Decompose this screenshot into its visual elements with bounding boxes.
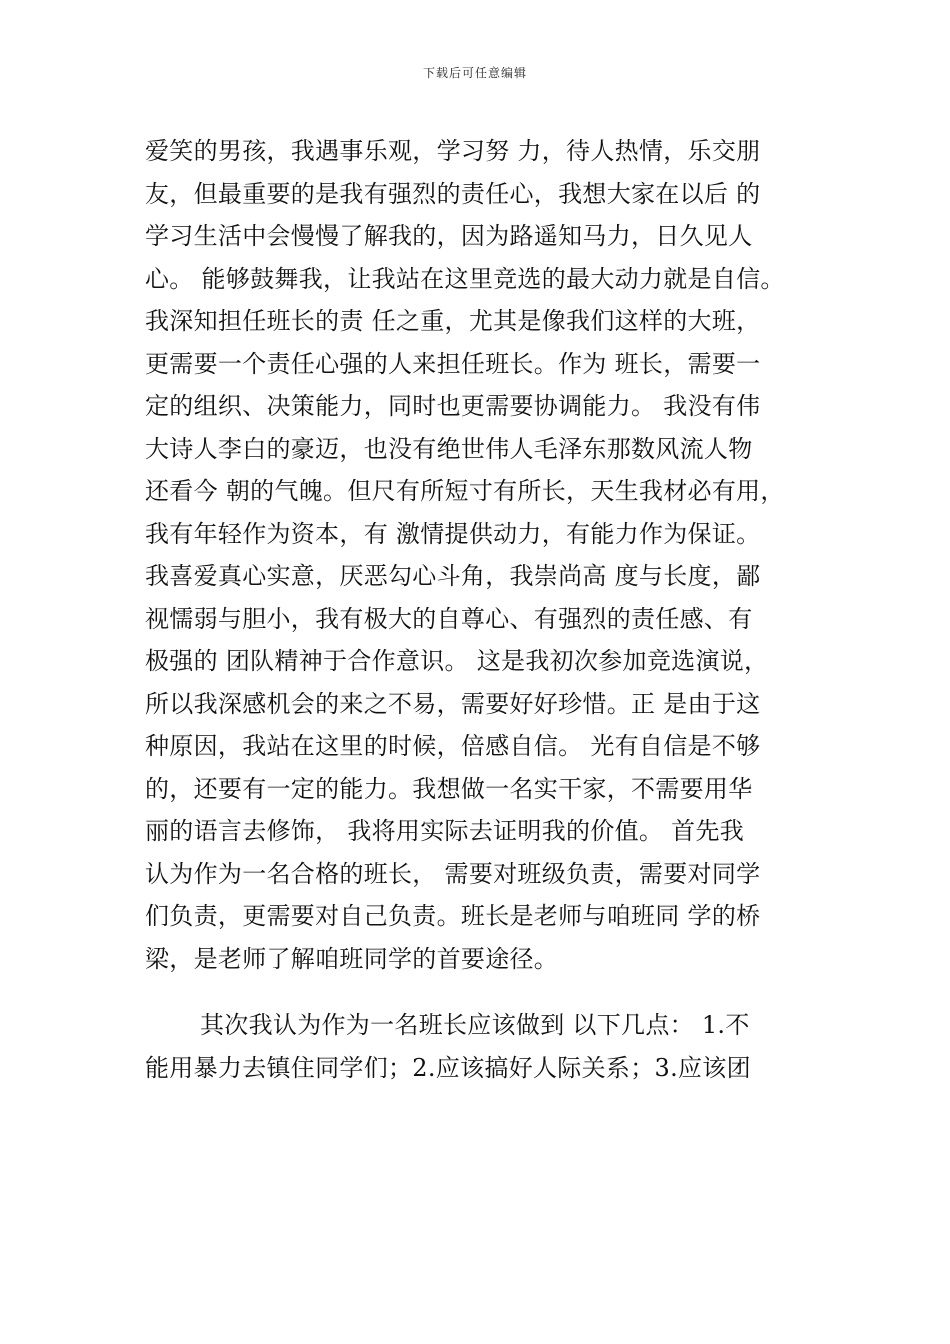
text-line: 我有年轻作为资本，有 激情提供动力，有能力作为保证。 xyxy=(145,519,761,548)
text-line-indented: 其次我认为作为一名班长应该做到 以下几点： 1.不 xyxy=(200,1011,750,1039)
text-line: 梁，是老师了解咱班同学的首要途径。 xyxy=(145,944,559,973)
text-line: 视懦弱与胆小，我有极大的自尊心、有强烈的责任感、有 xyxy=(145,604,753,633)
text-line: 学习生活中会慢慢了解我的，因为路遥知马力，日久见人 xyxy=(145,222,753,250)
document-body xyxy=(145,130,815,1089)
text-line: 们负责，更需要对自己负责。班长是老师与咱班同 学的桥 xyxy=(145,902,761,930)
text-line: 丽的语言去修饰， 我将用实际去证明我的价值。 首先我 xyxy=(145,817,745,845)
paragraph-1 xyxy=(145,130,815,980)
paragraph-2 xyxy=(145,1004,815,1089)
text-line: 所以我深感机会的来之不易，需要好好珍惜。正 是由于这 xyxy=(145,689,761,718)
text-line: 心。 能够鼓舞我，让我站在这里竞选的最大动力就是自信。 xyxy=(145,264,785,293)
text-line: 还看今 朝的气魄。但尺有所短寸有所长，天生我材必有用， xyxy=(145,477,785,505)
page-header-note: 下载后可任意编辑 xyxy=(422,66,527,80)
paragraph-spacer xyxy=(145,980,815,1004)
text-line: 大诗人李白的豪迈，也没有绝世伟人毛泽东那数风流人物 xyxy=(145,434,753,463)
text-line: 认为作为一名合格的班长， 需要对班级负责，需要对同学 xyxy=(145,859,761,888)
text-line: 我喜爱真心实意，厌恶勾心斗角，我崇尚高 度与长度，鄙 xyxy=(145,562,761,590)
text-line: 极强的 团队精神于合作意识。 这是我初次参加竞选演说， xyxy=(145,647,769,675)
text-line: 更需要一个责任心强的人来担任班长。作为 班长，需要一 xyxy=(145,349,761,378)
text-line: 我深知担任班长的责 任之重，尤其是像我们这样的大班， xyxy=(145,307,761,335)
text-line: 的，还要有一定的能力。我想做一名实干家，不需要用华 xyxy=(145,774,753,803)
text-line: 友，但最重要的是我有强烈的责任心，我想大家在以后 的 xyxy=(145,179,761,208)
text-line: 爱笑的男孩，我遇事乐观，学习努 力，待人热情，乐交朋 xyxy=(145,137,761,165)
text-line: 种原因，我站在这里的时候，倍感自信。 光有自信是不够 xyxy=(145,732,761,760)
text-line: 能用暴力去镇住同学们；2.应该搞好人际关系；3.应该团 xyxy=(145,1053,751,1082)
text-line: 定的组织、决策能力，同时也更需要协调能力。 我没有伟 xyxy=(145,392,761,420)
